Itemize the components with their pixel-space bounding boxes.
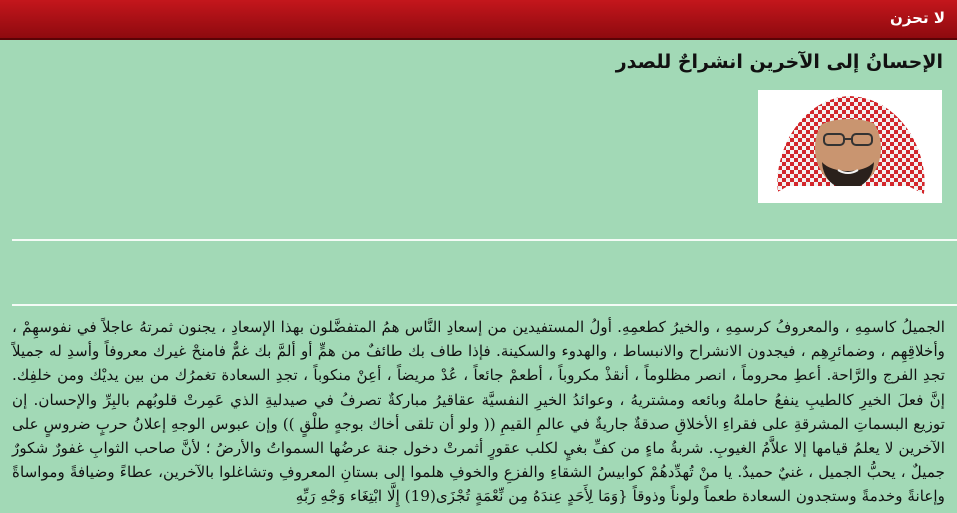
- divider-bottom: [12, 304, 957, 306]
- article-body: الجميلُ كاسمِهِ ، والمعروفُ كرسمِهِ ، والخيرُ كطعمِهِ. أولُ المستفيدين من إسعادِ النَّاس همُ المتفضَّلون بهذا الإسعادِ ، يجنون ثمرتهُ عاجلاً في نفوسهِمْ ، وأخلاقِهِم ، وضمائرِهِم ، فيجدون الانشراح والانبساط ، والهدوء والسكينة. فإذا طاف بك طائفٌ من همٍّ أو ألمَّ بك غمٌّ فامنحْ غيرك معروفاً وأسدِ له جميلاً تجدِ الفرج والرَّاحة. أعطِ محروماً ، انصر مظلوماً ، أنقذْ مكروباً ، أطعمْ جائعاً ، عُدْ مريضاً ، أعِنْ منكوباً ، تجدِ السعادة تغمرُك من بين يديْك ومن خلفِك. إنَّ فعلَ الخيرِ كالطيبِ ينفعُ حاملهُ وبائعه ومشتريهُ ، وعوائدُ الخيرِ النفسيَّة عقاقيرُ مباركةٌ تصرفُ في صيدليةِ الذي عَمِرتْ قلوبُهم بالبِرِّ والإحسان. إن توزيع البسماتِ المشرقةِ على فقراءِ الأخلاقِ صدقةٌ جاريةٌ في عالمِ القيمِ (( ولو أن تلقى أخاك بوجهٍ طلْقٍ )) وإن عبوس الوجهِ إعلانُ حربٍ ضروسٍ على الآخرين لا يعلمُ قيامها إلا علاَّمُ الغيوبِ. شربةُ ماءٍ من كفِّ بغيٍ لكلب عقورٍ أثمرتْ دخول جنة عرضُها السمواتُ والأرضُ ؛ لأنَّ صاحب الثوابِ غفورٌ شكورٌ جميلٌ ، يحبُّ الجميل ، غنيٌ حميدٌ. يا منْ تُهدِّدهُمْ كوابيسُ الشقاءِ والفزعِ والخوفِ هلموا إلى بستانِ المعروفِ وتشاغلوا بالآخرين، عطاءً وضيافةً ومواساةً وإعانةً وخدمةً وستجدون السعادة طعماً ولوناً وذوقاً {وَمَا لِأَحَدٍ عِندَهُ مِن نِّعْمَةٍ تُجْزَى(19) إِلَّا ابْتِغَاء وَجْهِ رَبِّهِ: [12, 318, 945, 506]
- divider-top: [12, 239, 957, 241]
- author-portrait-icon: [758, 90, 942, 203]
- article-title: الإحسانُ إلى الآخرين انشراحٌ للصدر: [615, 51, 943, 73]
- top-bar: [0, 0, 957, 40]
- header-title: لا تحزن: [890, 9, 945, 27]
